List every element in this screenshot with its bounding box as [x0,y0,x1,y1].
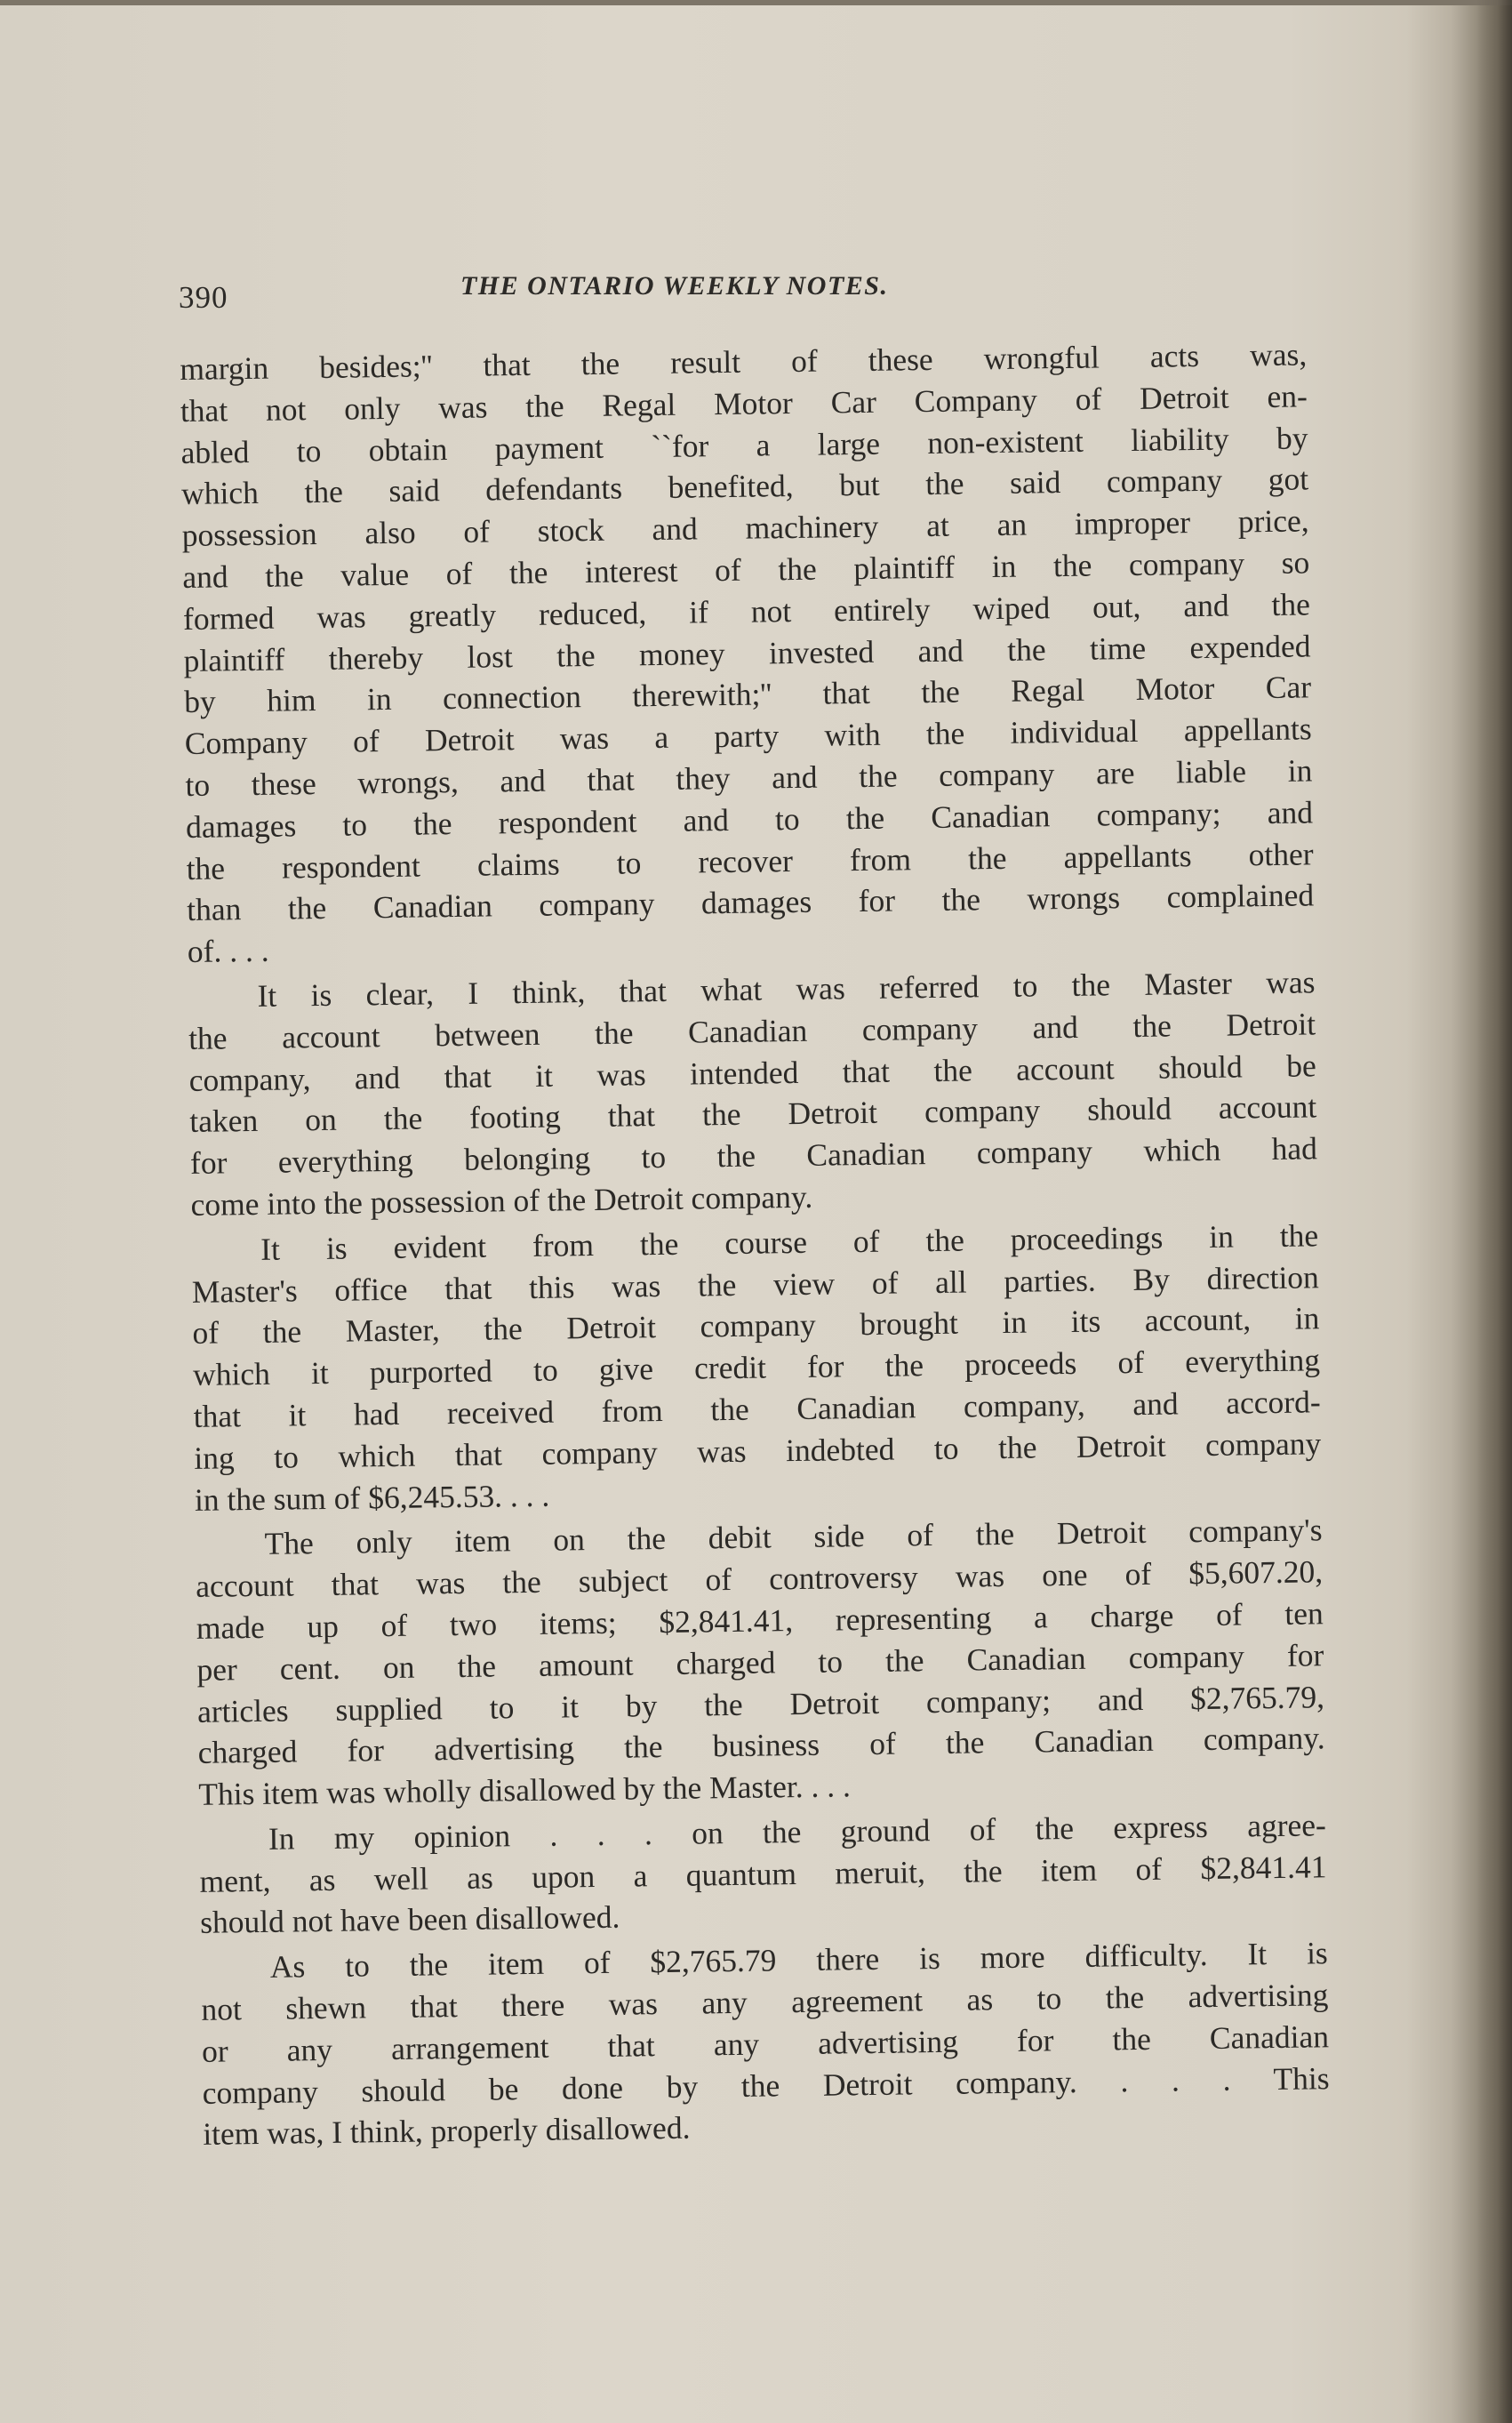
text-line: margin besides;'' that the result of these wrongful acts was, [180,336,1308,387]
text-line: that it had received from the Canadian company, and accord- [193,1384,1321,1434]
text-line: and the value of the interest of the plaintiff in the company so [182,544,1310,595]
text-line: As to the item of $2,765.79 there is more difficulty. It is [269,1935,1328,1986]
text-line: taken on the footing that the Detroit company should account [189,1088,1317,1140]
paragraph [191,1215,1322,1520]
paragraph [188,961,1318,1225]
text-line: that not only was the Regal Motor Car Company of Detroit en- [180,378,1308,429]
text-line: Master's office that this was the view of all parties. By direction [191,1258,1320,1310]
text-line: in the sum of $6,245.53. . . . [194,1477,550,1518]
text-line: by him in connection therewith;'' that the Regal Motor Car [183,669,1312,720]
paragraph [201,1933,1331,2156]
page-binding-shadow [1476,0,1512,2423]
text-line: abled to obtain payment ``for a large non-existent liability by [180,419,1308,470]
text-line: not shewn that there was any agreement as to the advertising [201,1977,1329,2027]
paragraph [180,333,1315,972]
page-header [176,271,1314,316]
text-line: which the said defendants benefited, but the said company got [180,461,1309,512]
body-text [180,333,1331,2159]
text-line: come into the possession of the Detroit company. [190,1178,813,1223]
text-line: It is evident from the course of the proceedings in the [260,1217,1319,1267]
text-line: articles supplied to it by the Detroit company; and $2,765.79, [196,1678,1325,1729]
text-line: ing to which that company was indebted to the Detroit company [194,1425,1322,1476]
paragraph [199,1804,1328,1944]
text-line: plaintiff thereby lost the money invested and the time expended [183,627,1311,678]
text-line: Company of Detroit was a party with the individual appellants [184,710,1312,762]
text-line: the respondent claims to recover from the appellants other [186,835,1314,887]
paragraph [195,1510,1325,1816]
text-line: per cent. on the amount charged to the Canadian company for [196,1636,1324,1688]
text-line: of the Master, the Detroit company brought in its account, in [192,1300,1320,1352]
text-line: or any arrangement that any advertising for the Canadian [201,2018,1330,2069]
text-line: the account between the Canadian company and the Detroit [188,1006,1316,1056]
text-line: should not have been disallowed. [199,1899,620,1941]
text-line: company, and that it was intended that the account should be [188,1047,1316,1098]
text-line: damages to the respondent and to the Canadian company; and [185,794,1314,845]
text-line: formed was greatly reduced, if not entirely wiped out, and the [182,586,1311,637]
text-line: It is clear, I think, that what was referred to the Master was [257,964,1316,1014]
text-line: possession also of stock and machinery at an improper price, [181,502,1309,554]
running-head: THE ONTARIO WEEKLY NOTES. [460,271,889,301]
page-number: 390 [179,280,228,315]
text-line: The only item on the debit side of the Detroit company's [264,1512,1323,1562]
text-line: to these wrongs, and that they and the company are liable in [185,752,1313,803]
text-line: which it purported to give credit for the proceeds of everything [192,1342,1321,1393]
text-line: of. . . . [187,932,269,970]
text-line: In my opinion . . . on the ground of the express agree- [268,1807,1327,1857]
text-line: ment, as well as upon a quantum meruit, the item of $2,841.41 [199,1848,1327,1899]
text-line: charged for advertising the business of the Canadian company. [197,1720,1325,1771]
text-line: for everything belonging to the Canadian company which had [189,1130,1318,1182]
text-line: account that was the subject of controversy was one of $5,607.20, [195,1553,1324,1604]
text-line: This item was wholly disallowed by the Master. . . . [198,1768,852,1812]
page-top-edge [0,0,1512,5]
text-line: company should be done by the Detroit company. . . . This [202,2059,1330,2111]
text-line: made up of two items; $2,841.41, representing a charge of ten [196,1595,1324,1646]
text-line: item was, I think, properly disallowed. [203,2110,691,2153]
text-line: than the Canadian company damages for the wrongs complained [187,877,1315,928]
